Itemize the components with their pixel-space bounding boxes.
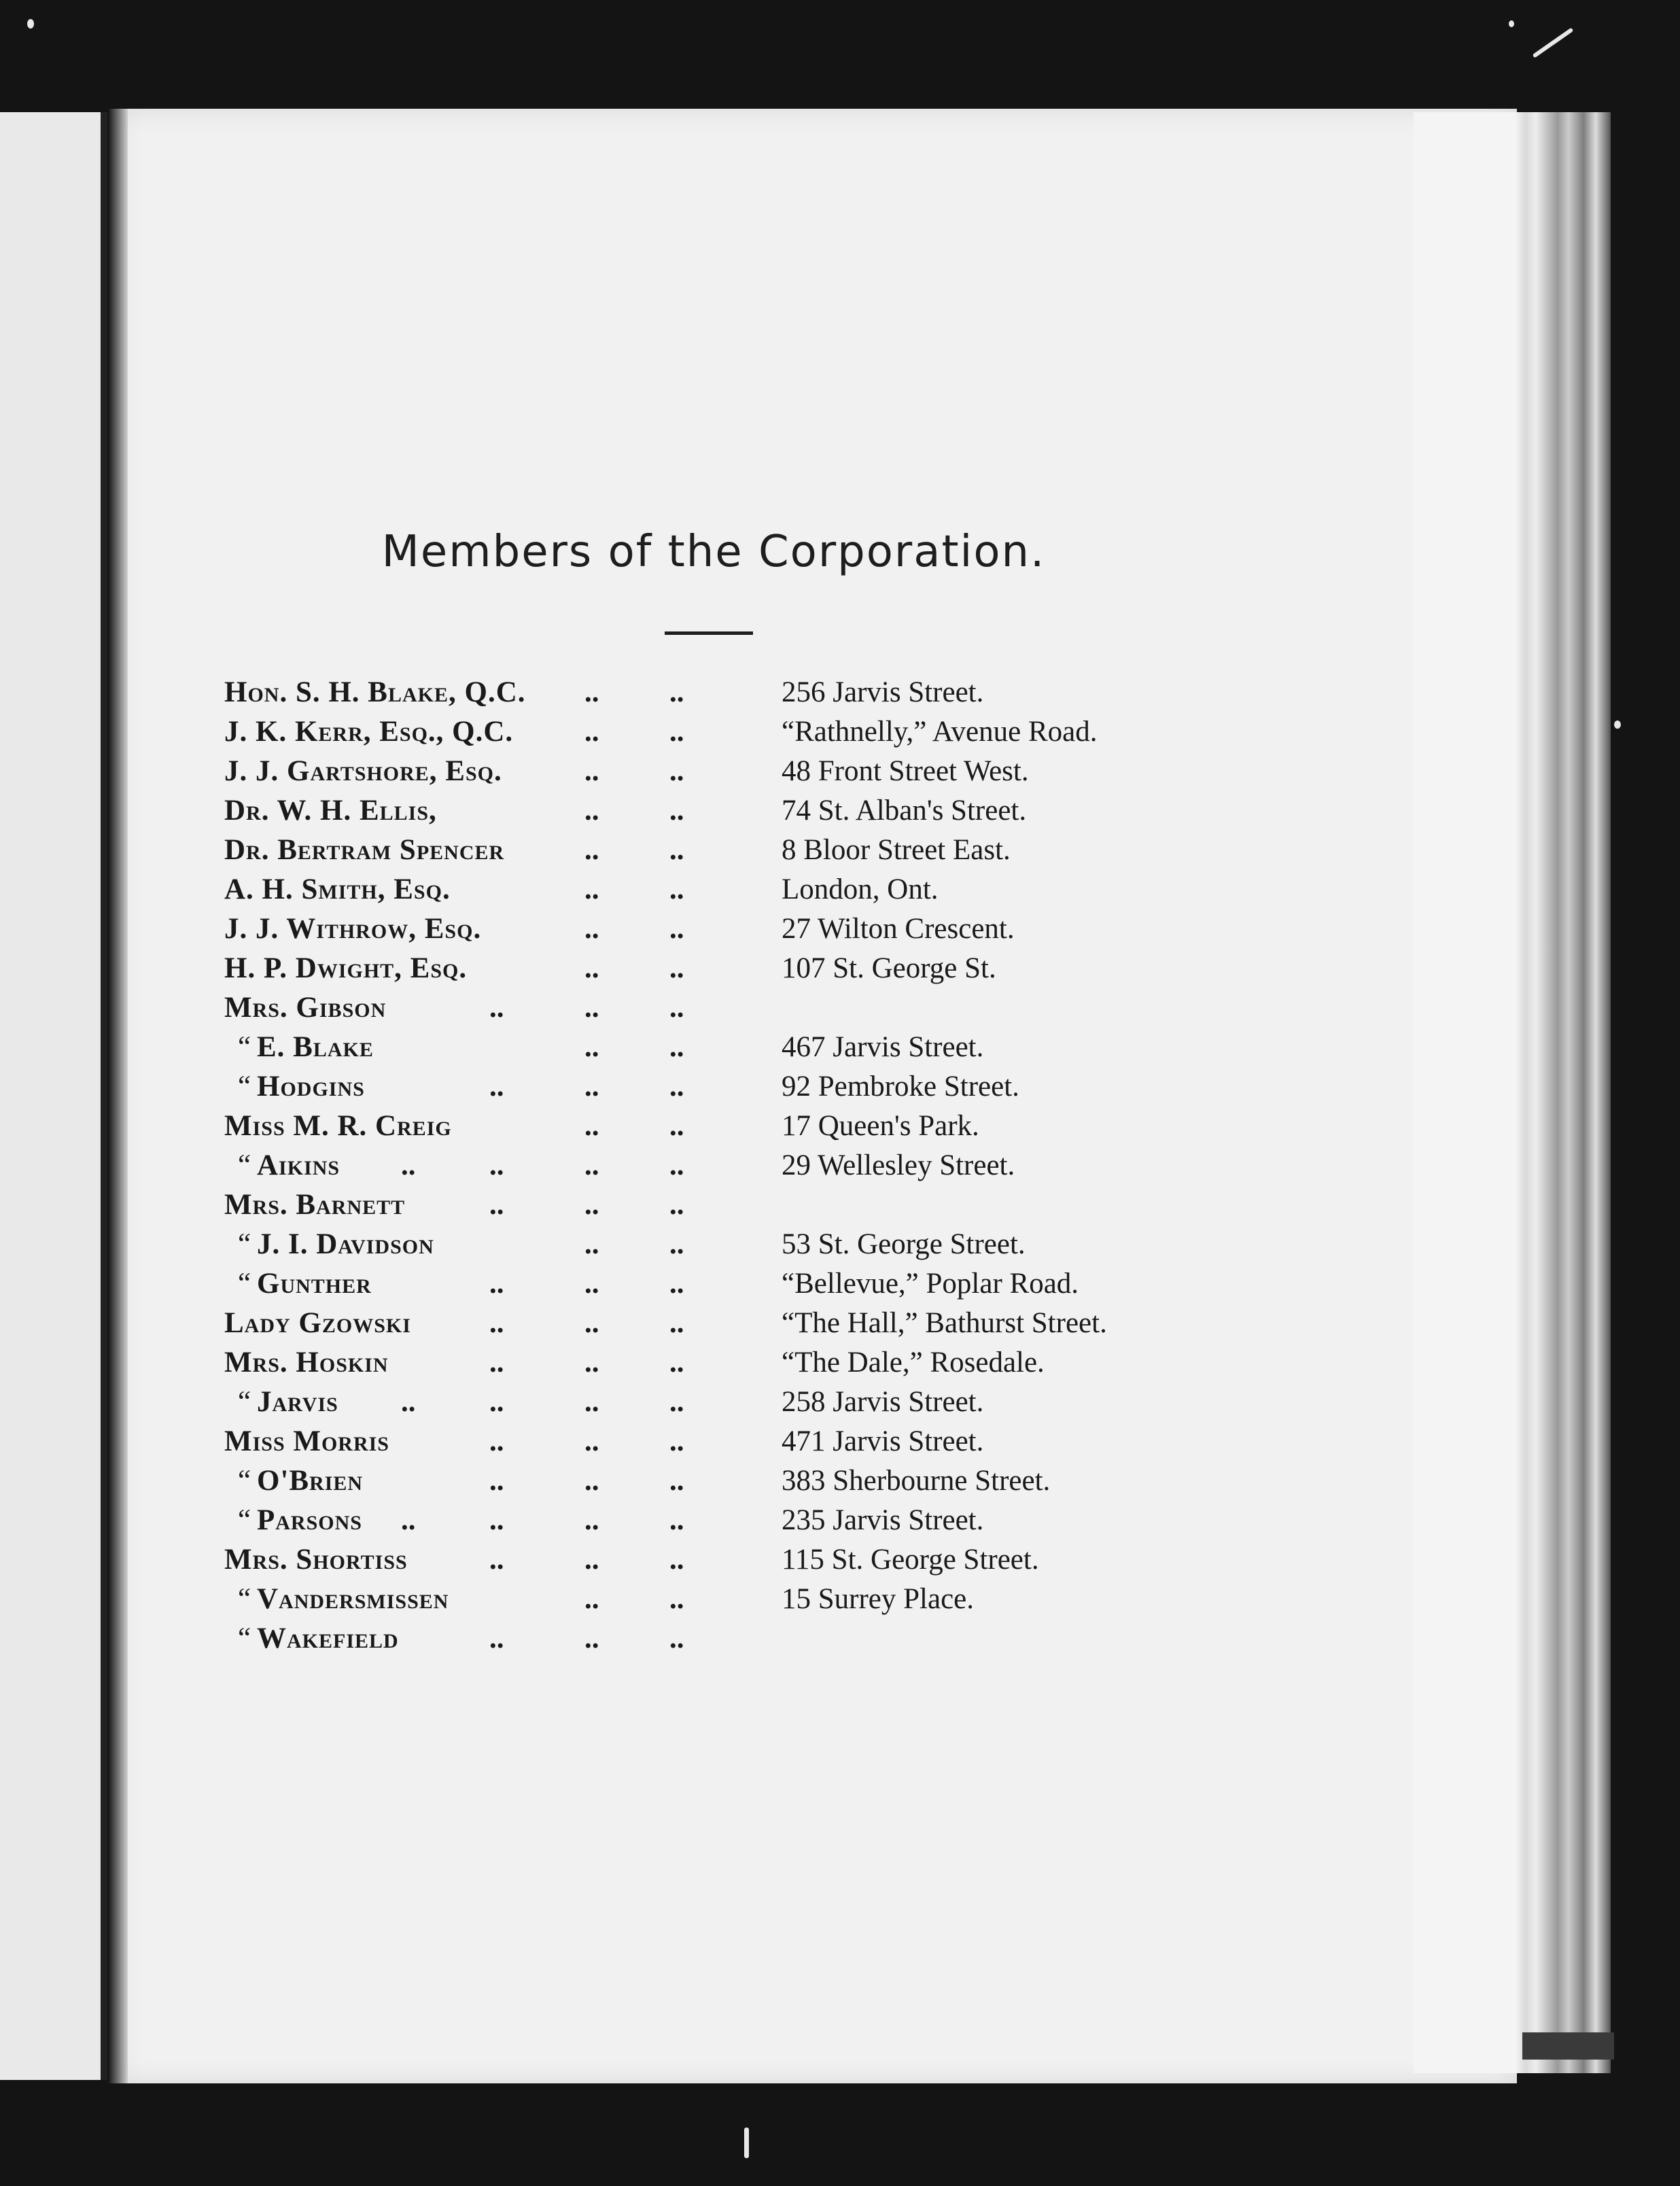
leader-dot: ..	[669, 716, 684, 748]
leader-dot: ..	[489, 1623, 504, 1654]
leader-dots	[224, 752, 768, 791]
member-row	[224, 831, 1244, 870]
member-row	[224, 1185, 1244, 1225]
leader-dot: ..	[584, 755, 599, 787]
member-name: Hon. S. H. Blake, Q.C.	[224, 676, 526, 708]
member-row	[224, 1540, 1244, 1580]
member-row	[224, 1107, 1244, 1146]
member-address: “Rathnelly,” Avenue Road.	[782, 716, 1098, 748]
member-address: 92 Pembroke Street.	[782, 1071, 1019, 1103]
member-address: “The Hall,” Bathurst Street.	[782, 1307, 1107, 1339]
leader-dots	[224, 909, 768, 949]
member-address: “The Dale,” Rosedale.	[782, 1347, 1045, 1378]
leader-dot: ..	[584, 1110, 599, 1142]
leader-dot: ..	[584, 1347, 599, 1378]
member-name: Dr. Bertram Spencer	[224, 834, 505, 866]
member-name: J. J. Gartshore, Esq.	[224, 755, 502, 787]
leader-dot: ..	[584, 1307, 599, 1339]
member-row	[224, 791, 1244, 831]
member-address: 235 Jarvis Street.	[782, 1504, 984, 1536]
ditto-mark: “	[238, 1071, 251, 1103]
leader-dot: ..	[489, 1071, 504, 1103]
member-row	[224, 1501, 1244, 1540]
leader-dot: ..	[669, 676, 684, 708]
member-name: E. Blake	[257, 1031, 374, 1063]
member-name: Hodgins	[257, 1071, 365, 1103]
leader-dots	[224, 673, 768, 712]
member-row	[224, 949, 1244, 988]
leader-dots	[224, 1540, 768, 1580]
leader-dot: ..	[669, 992, 684, 1024]
member-address: 256 Jarvis Street.	[782, 676, 984, 708]
member-address: 8 Bloor Street East.	[782, 834, 1011, 866]
leader-dot: ..	[669, 873, 684, 905]
leader-dot: ..	[584, 913, 599, 945]
leader-dot: ..	[669, 1623, 684, 1654]
member-name: A. H. Smith, Esq.	[224, 873, 451, 905]
member-address: 48 Front Street West.	[782, 755, 1029, 787]
leader-dot: ..	[669, 1583, 684, 1615]
member-address: 467 Jarvis Street.	[782, 1031, 984, 1063]
member-row	[224, 1304, 1244, 1343]
ditto-mark: “	[238, 1228, 251, 1260]
member-name: Mrs. Barnett	[224, 1189, 406, 1221]
leader-dot: ..	[669, 834, 684, 866]
leader-dots	[224, 791, 768, 831]
member-address: 27 Wilton Crescent.	[782, 913, 1015, 945]
ditto-mark: “	[238, 1465, 251, 1497]
member-address: 74 St. Alban's Street.	[782, 795, 1027, 827]
leader-dot: ..	[584, 1149, 599, 1181]
leader-dots	[224, 1264, 768, 1304]
film-scratch	[1533, 27, 1574, 58]
leader-dot: ..	[584, 1583, 599, 1615]
leader-dots	[224, 1383, 768, 1422]
member-row	[224, 1225, 1244, 1264]
leader-dot: ..	[669, 1228, 684, 1260]
member-address: 471 Jarvis Street.	[782, 1425, 984, 1457]
member-name: J. I. Davidson	[257, 1228, 434, 1260]
leader-dots	[224, 1422, 768, 1461]
leader-dots	[224, 870, 768, 909]
leader-dot: ..	[669, 913, 684, 945]
member-name: Miss M. R. Creig	[224, 1110, 452, 1142]
page-edges	[1414, 112, 1611, 2073]
member-name: J. J. Withrow, Esq.	[224, 913, 482, 945]
leader-dot: ..	[669, 1149, 684, 1181]
leader-dot: ..	[584, 1189, 599, 1221]
leader-dots	[224, 1067, 768, 1107]
leader-dot: ..	[669, 1347, 684, 1378]
leader-dot: ..	[669, 1110, 684, 1142]
member-address: “Bellevue,” Poplar Road.	[782, 1268, 1079, 1300]
film-speck	[27, 19, 34, 29]
leader-dot: ..	[584, 1623, 599, 1654]
leader-dots	[224, 1343, 768, 1383]
leader-dot: ..	[669, 1425, 684, 1457]
leader-dot: ..	[669, 755, 684, 787]
leader-dot: ..	[584, 795, 599, 827]
member-name: J. K. Kerr, Esq., Q.C.	[224, 716, 514, 748]
member-name: Parsons	[257, 1504, 362, 1536]
leader-dots	[224, 1028, 768, 1067]
leader-dot: ..	[489, 1504, 504, 1536]
cover-corner	[1522, 2032, 1614, 2060]
leader-dot: ..	[669, 1386, 684, 1418]
leader-dots	[224, 1107, 768, 1146]
leader-dot: ..	[401, 1504, 416, 1536]
member-address: London, Ont.	[782, 873, 939, 905]
leader-dot: ..	[584, 1465, 599, 1497]
leader-dot: ..	[669, 1189, 684, 1221]
leader-dot: ..	[669, 1031, 684, 1063]
leader-dot: ..	[584, 1386, 599, 1418]
member-address: 383 Sherbourne Street.	[782, 1465, 1051, 1497]
member-address: 17 Queen's Park.	[782, 1110, 979, 1142]
leader-dot: ..	[669, 795, 684, 827]
member-address: 29 Wellesley Street.	[782, 1149, 1015, 1181]
leader-dot: ..	[669, 1504, 684, 1536]
film-speck	[1614, 721, 1621, 729]
leader-dots	[224, 1225, 768, 1264]
member-name: Miss Morris	[224, 1425, 389, 1457]
ditto-mark: “	[238, 1583, 251, 1615]
leader-dot: ..	[489, 1386, 504, 1418]
member-row	[224, 1146, 1244, 1185]
members-list	[224, 673, 1244, 1659]
leader-dot: ..	[669, 952, 684, 984]
leader-dot: ..	[584, 1228, 599, 1260]
member-row	[224, 1343, 1244, 1383]
leader-dots	[224, 1461, 768, 1501]
leader-dot: ..	[584, 1268, 599, 1300]
member-name: Gunther	[257, 1268, 372, 1300]
leader-dot: ..	[584, 676, 599, 708]
member-row	[224, 712, 1244, 752]
ditto-mark: “	[238, 1623, 251, 1654]
member-row	[224, 673, 1244, 712]
member-address: 107 St. George St.	[782, 952, 996, 984]
member-name: Lady Gzowski	[224, 1307, 411, 1339]
member-row	[224, 1028, 1244, 1067]
facing-page	[0, 112, 107, 2080]
leader-dot: ..	[489, 1307, 504, 1339]
leader-dot: ..	[489, 1465, 504, 1497]
member-row	[224, 1461, 1244, 1501]
member-row	[224, 752, 1244, 791]
member-name: H. P. Dwight, Esq.	[224, 952, 468, 984]
leader-dots	[224, 988, 768, 1028]
member-name: Mrs. Shortiss	[224, 1544, 408, 1576]
leader-dot: ..	[584, 1071, 599, 1103]
leader-dot: ..	[584, 834, 599, 866]
member-row	[224, 1422, 1244, 1461]
page-title: Members of the Corporation.	[381, 527, 1046, 577]
leader-dots	[224, 1580, 768, 1619]
leader-dots	[224, 1304, 768, 1343]
leader-dot: ..	[584, 1504, 599, 1536]
member-row	[224, 909, 1244, 949]
leader-dot: ..	[669, 1544, 684, 1576]
member-row	[224, 1619, 1244, 1659]
leader-dot: ..	[584, 992, 599, 1024]
member-row	[224, 870, 1244, 909]
leader-dot: ..	[489, 992, 504, 1024]
member-address: 53 St. George Street.	[782, 1228, 1026, 1260]
member-name: Dr. W. H. Ellis,	[224, 795, 437, 827]
ditto-mark: “	[238, 1504, 251, 1536]
leader-dot: ..	[401, 1149, 416, 1181]
leader-dots	[224, 1185, 768, 1225]
leader-dot: ..	[584, 716, 599, 748]
leader-dot: ..	[669, 1268, 684, 1300]
member-row	[224, 1264, 1244, 1304]
leader-dots	[224, 1146, 768, 1185]
leader-dot: ..	[401, 1386, 416, 1418]
leader-dots	[224, 712, 768, 752]
member-name: Aikins	[257, 1149, 340, 1181]
member-name: Mrs. Gibson	[224, 992, 387, 1024]
leader-dot: ..	[584, 873, 599, 905]
member-address: 115 St. George Street.	[782, 1544, 1039, 1576]
member-row	[224, 1580, 1244, 1619]
member-row	[224, 1067, 1244, 1107]
member-name: Mrs. Hoskin	[224, 1347, 389, 1378]
film-scratch	[744, 2128, 749, 2158]
ditto-mark: “	[238, 1031, 251, 1063]
leader-dot: ..	[669, 1307, 684, 1339]
leader-dot: ..	[584, 1031, 599, 1063]
ditto-mark: “	[238, 1149, 251, 1181]
leader-dot: ..	[489, 1189, 504, 1221]
page-gutter	[109, 109, 128, 2083]
leader-dot: ..	[584, 1425, 599, 1457]
member-name: Jarvis	[257, 1386, 338, 1418]
member-name: Wakefield	[257, 1623, 399, 1654]
ditto-mark: “	[238, 1386, 251, 1418]
title-rule	[665, 631, 753, 635]
member-row	[224, 1383, 1244, 1422]
member-name: Vandersmissen	[257, 1583, 449, 1615]
leader-dots	[224, 1619, 768, 1659]
leader-dots	[224, 831, 768, 870]
leader-dot: ..	[669, 1465, 684, 1497]
leader-dots	[224, 949, 768, 988]
leader-dot: ..	[489, 1425, 504, 1457]
leader-dot: ..	[584, 952, 599, 984]
leader-dot: ..	[489, 1149, 504, 1181]
member-row	[224, 988, 1244, 1028]
leader-dot: ..	[489, 1347, 504, 1378]
member-address: 258 Jarvis Street.	[782, 1386, 984, 1418]
leader-dot: ..	[669, 1071, 684, 1103]
film-speck	[1509, 20, 1514, 27]
leader-dots	[224, 1501, 768, 1540]
member-address: 15 Surrey Place.	[782, 1583, 975, 1615]
ditto-mark: “	[238, 1268, 251, 1300]
leader-dot: ..	[489, 1544, 504, 1576]
member-name: O'Brien	[257, 1465, 364, 1497]
leader-dot: ..	[584, 1544, 599, 1576]
leader-dot: ..	[489, 1268, 504, 1300]
